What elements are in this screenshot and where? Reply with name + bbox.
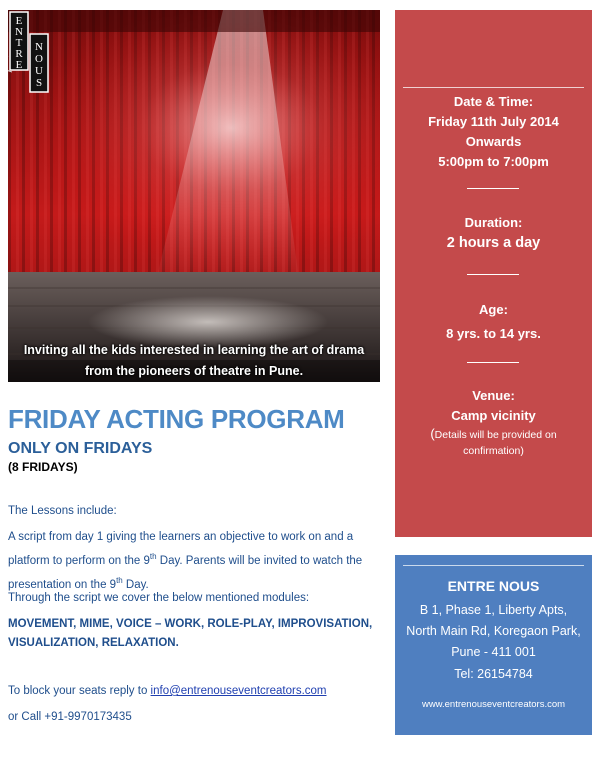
modules-intro: Through the script we cover the below mentioned modules: — [8, 592, 310, 604]
booking-text: To block your seats reply to — [8, 685, 151, 697]
duration-label: Duration: — [464, 215, 523, 230]
separator-line — [467, 188, 519, 189]
separator-line — [467, 274, 519, 275]
contact-tel: Tel: 26154784 — [454, 667, 533, 681]
ordinal-suffix: th — [149, 552, 157, 561]
event-time: 5:00pm to 7:00pm — [438, 154, 549, 169]
age-value: 8 yrs. to 14 yrs. — [446, 326, 541, 341]
svg-text:T: T — [15, 37, 23, 49]
ordinal-suffix: th — [116, 575, 123, 585]
program-title: FRIDAY ACTING PROGRAM — [8, 404, 345, 434]
venue-block — [395, 386, 592, 459]
venue-note-paren: ( — [430, 426, 435, 441]
svg-text:N: N — [15, 26, 23, 38]
venue-note-text: Details will be provided on confirmation) — [434, 429, 557, 457]
age-label: Age: — [479, 302, 508, 317]
svg-text:R: R — [15, 48, 23, 60]
svg-text:N: N — [35, 41, 43, 53]
datetime-block — [395, 92, 592, 172]
lessons-text-part3: Day. — [122, 578, 149, 591]
booking-email-link[interactable]: info@entrenouseventcreators.com — [150, 685, 327, 697]
venue-value: Camp vicinity — [451, 408, 536, 423]
duration-value: 2 hours a day — [446, 235, 541, 251]
contact-address: B 1, Phase 1, Liberty Apts, North Main Rd, Koregaon Park, Pune - 411 001 — [406, 603, 581, 659]
event-onwards: Onwards — [465, 134, 522, 149]
program-subnote: (8 FRIDAYS) — [8, 460, 78, 474]
separator-line — [467, 362, 519, 363]
program-subtitle: ONLY ON FRIDAYS — [8, 440, 153, 457]
datetime-label: Date & Time: — [453, 94, 534, 109]
stage-illustration — [8, 10, 380, 382]
event-details-panel — [395, 10, 592, 537]
booking-line — [8, 682, 380, 701]
svg-text:U: U — [35, 65, 43, 77]
hero-caption — [8, 340, 380, 382]
svg-text:E: E — [15, 15, 23, 27]
lessons-text-part2: Day. Parents will be invited to watch the presentation on the 9 — [8, 554, 363, 591]
contact-panel — [395, 555, 592, 735]
lessons-text-part1: A script from day 1 giving the learners an objective to work on and a platform to perform on the 9 — [8, 531, 354, 567]
age-block — [395, 300, 592, 344]
panel-divider — [403, 87, 584, 88]
svg-text:S: S — [35, 77, 43, 89]
lessons-description — [8, 528, 380, 595]
duration-block — [395, 213, 592, 253]
panel-divider — [403, 565, 584, 566]
event-date: Friday 11th July 2014 — [428, 114, 559, 129]
contact-name: ENTRE NOUS — [447, 578, 540, 594]
venue-label: Venue: — [472, 388, 515, 403]
hero-caption-line1: Inviting all the kids interested in learning the art of drama — [23, 343, 365, 357]
modules-list: MOVEMENT, MIME, VOICE – WORK, ROLE-PLAY, IMPROVISATION, VISUALIZATION, RELAXATION. — [8, 618, 373, 649]
svg-text:E: E — [15, 59, 23, 71]
contact-website[interactable]: www.entrenouseventcreators.com — [421, 699, 566, 710]
call-line: or Call +91-9970173435 — [8, 711, 132, 723]
lessons-intro: The Lessons include: — [8, 505, 117, 517]
svg-text:O: O — [35, 53, 43, 65]
stage-hero-image — [8, 10, 380, 382]
hero-caption-line2: from the pioneers of theatre in Pune. — [84, 364, 304, 378]
venue-note — [395, 426, 592, 459]
entre-nous-logo — [8, 10, 50, 94]
